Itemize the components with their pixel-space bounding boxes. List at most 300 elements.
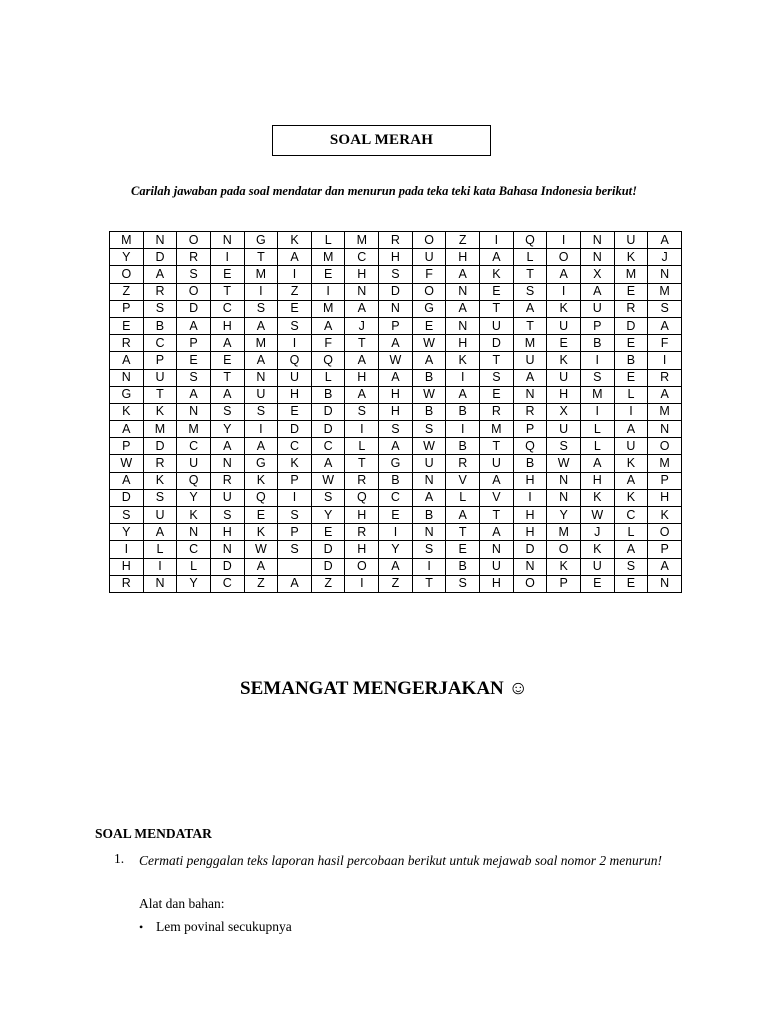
- grid-cell: M: [648, 403, 682, 420]
- grid-cell: U: [547, 317, 581, 334]
- grid-cell: L: [177, 558, 211, 575]
- grid-cell: K: [480, 266, 514, 283]
- grid-cell: G: [244, 455, 278, 472]
- grid-cell: E: [614, 283, 648, 300]
- grid-cell: M: [480, 421, 514, 438]
- grid-cell: K: [278, 455, 312, 472]
- grid-cell: T: [210, 283, 244, 300]
- grid-cell: T: [345, 455, 379, 472]
- grid-cell: A: [177, 317, 211, 334]
- grid-cell: A: [480, 249, 514, 266]
- grid-cell: N: [412, 472, 446, 489]
- grid-cell: T: [244, 249, 278, 266]
- grid-cell: A: [446, 507, 480, 524]
- grid-cell: D: [311, 541, 345, 558]
- grid-row: [110, 300, 682, 317]
- grid-cell: B: [412, 507, 446, 524]
- grid-cell: E: [110, 317, 144, 334]
- grid-row: [110, 335, 682, 352]
- grid-cell: Y: [177, 575, 211, 592]
- word-search-grid: [109, 231, 682, 593]
- grid-cell: U: [177, 455, 211, 472]
- grid-cell: T: [480, 352, 514, 369]
- grid-cell: O: [412, 283, 446, 300]
- grid-cell: N: [446, 317, 480, 334]
- grid-cell: N: [345, 283, 379, 300]
- grid-cell: K: [244, 524, 278, 541]
- grid-cell: A: [412, 352, 446, 369]
- grid-cell: Z: [379, 575, 413, 592]
- grid-cell: Y: [110, 524, 144, 541]
- grid-cell: N: [143, 232, 177, 249]
- grid-cell: L: [513, 249, 547, 266]
- grid-cell: A: [614, 472, 648, 489]
- grid-cell: H: [278, 386, 312, 403]
- grid-cell: O: [513, 575, 547, 592]
- grid-cell: S: [278, 507, 312, 524]
- grid-cell: D: [311, 403, 345, 420]
- grid-cell: I: [480, 232, 514, 249]
- grid-cell: F: [648, 335, 682, 352]
- grid-cell: B: [379, 472, 413, 489]
- grid-cell: K: [580, 489, 614, 506]
- grid-cell: H: [648, 489, 682, 506]
- grid-cell: N: [379, 300, 413, 317]
- grid-cell: D: [379, 283, 413, 300]
- grid-cell: D: [513, 541, 547, 558]
- section-title: SOAL MENDATAR: [95, 826, 212, 841]
- grid-cell: R: [614, 300, 648, 317]
- grid-cell: S: [446, 575, 480, 592]
- grid-cell: S: [210, 403, 244, 420]
- grid-cell: E: [379, 507, 413, 524]
- grid-row: [110, 249, 682, 266]
- grid-cell: O: [177, 232, 211, 249]
- grid-cell: E: [244, 507, 278, 524]
- grid-cell: M: [177, 421, 211, 438]
- grid-cell: H: [580, 472, 614, 489]
- grid-cell: S: [345, 403, 379, 420]
- grid-cell: E: [446, 541, 480, 558]
- grid-cell: U: [580, 558, 614, 575]
- grid-cell: M: [244, 266, 278, 283]
- grid-cell: N: [580, 249, 614, 266]
- grid-cell: H: [379, 403, 413, 420]
- grid-cell: C: [379, 489, 413, 506]
- grid-cell: Q: [513, 438, 547, 455]
- grid-cell: M: [648, 283, 682, 300]
- grid-cell: D: [311, 558, 345, 575]
- grid-cell: Y: [379, 541, 413, 558]
- grid-cell: O: [648, 438, 682, 455]
- grid-cell: H: [513, 507, 547, 524]
- grid-cell: T: [210, 369, 244, 386]
- bullet-item: [139, 919, 292, 935]
- grid-cell: H: [210, 317, 244, 334]
- grid-cell: T: [345, 335, 379, 352]
- grid-cell: I: [412, 558, 446, 575]
- grid-cell: N: [513, 386, 547, 403]
- grid-row: [110, 541, 682, 558]
- grid-cell: P: [580, 317, 614, 334]
- grid-cell: M: [345, 232, 379, 249]
- grid-cell: I: [379, 524, 413, 541]
- grid-cell: K: [580, 541, 614, 558]
- grid-cell: Q: [278, 352, 312, 369]
- grid-cell: P: [513, 421, 547, 438]
- grid-cell: W: [412, 335, 446, 352]
- grid-row: [110, 369, 682, 386]
- grid-row: [110, 575, 682, 592]
- grid-cell: A: [379, 558, 413, 575]
- grid-cell: O: [648, 524, 682, 541]
- grid-row: [110, 403, 682, 420]
- grid-cell: K: [547, 352, 581, 369]
- grid-cell: U: [143, 507, 177, 524]
- grid-cell: C: [614, 507, 648, 524]
- grid-cell: U: [614, 232, 648, 249]
- grid-cell: A: [412, 489, 446, 506]
- grid-cell: D: [614, 317, 648, 334]
- grid-cell: E: [278, 300, 312, 317]
- grid-cell: A: [480, 524, 514, 541]
- grid-cell: H: [379, 249, 413, 266]
- grid-cell: C: [177, 438, 211, 455]
- grid-cell: X: [580, 266, 614, 283]
- grid-cell: L: [580, 438, 614, 455]
- grid-cell: I: [244, 283, 278, 300]
- grid-cell: N: [648, 575, 682, 592]
- grid-cell: W: [547, 455, 581, 472]
- grid-cell: A: [210, 438, 244, 455]
- grid-cell: R: [143, 283, 177, 300]
- grid-cell: B: [412, 369, 446, 386]
- grid-cell: Y: [210, 421, 244, 438]
- grid-cell: J: [580, 524, 614, 541]
- grid-cell: O: [110, 266, 144, 283]
- grid-cell: C: [177, 541, 211, 558]
- grid-cell: A: [513, 369, 547, 386]
- grid-cell: E: [480, 386, 514, 403]
- grid-cell: S: [412, 421, 446, 438]
- grid-cell: S: [379, 421, 413, 438]
- grid-cell: K: [547, 558, 581, 575]
- grid-cell: I: [345, 421, 379, 438]
- grid-cell: S: [480, 369, 514, 386]
- grid-cell: K: [110, 403, 144, 420]
- grid-cell: U: [244, 386, 278, 403]
- grid-cell: S: [580, 369, 614, 386]
- grid-cell: M: [547, 524, 581, 541]
- grid-cell: V: [480, 489, 514, 506]
- grid-cell: A: [244, 558, 278, 575]
- grid-cell: G: [379, 455, 413, 472]
- grid-cell: Q: [177, 472, 211, 489]
- grid-cell: A: [379, 438, 413, 455]
- grid-cell: T: [143, 386, 177, 403]
- grid-row: [110, 455, 682, 472]
- grid-cell: G: [412, 300, 446, 317]
- grid-cell: O: [412, 232, 446, 249]
- grid-cell: D: [110, 489, 144, 506]
- grid-row: [110, 472, 682, 489]
- grid-cell: F: [311, 335, 345, 352]
- grid-row: [110, 507, 682, 524]
- grid-cell: I: [513, 489, 547, 506]
- grid-cell: D: [143, 249, 177, 266]
- grid-cell: W: [412, 438, 446, 455]
- grid-cell: H: [513, 472, 547, 489]
- grid-cell: I: [446, 421, 480, 438]
- grid-cell: I: [244, 421, 278, 438]
- grid-cell: L: [614, 386, 648, 403]
- grid-cell: U: [143, 369, 177, 386]
- grid-cell: H: [379, 386, 413, 403]
- grid-cell: A: [143, 524, 177, 541]
- grid-cell: Z: [278, 283, 312, 300]
- grid-cell: A: [244, 352, 278, 369]
- grid-cell: U: [480, 455, 514, 472]
- grid-cell: E: [480, 283, 514, 300]
- grid-cell: S: [177, 266, 211, 283]
- grid-cell: T: [513, 317, 547, 334]
- grid-cell: U: [412, 455, 446, 472]
- grid-cell: U: [547, 421, 581, 438]
- grid-cell: N: [648, 266, 682, 283]
- grid-cell: C: [311, 438, 345, 455]
- grid-cell: H: [446, 335, 480, 352]
- question-number: 1.: [114, 851, 125, 866]
- grid-cell: S: [210, 507, 244, 524]
- worksheet-title-box: [272, 125, 491, 156]
- grid-cell: Q: [513, 232, 547, 249]
- grid-cell: A: [446, 300, 480, 317]
- grid-cell: K: [446, 352, 480, 369]
- grid-cell: A: [446, 266, 480, 283]
- grid-cell: K: [143, 403, 177, 420]
- grid-cell: P: [648, 472, 682, 489]
- grid-row: [110, 283, 682, 300]
- grid-cell: E: [210, 266, 244, 283]
- grid-cell: L: [580, 421, 614, 438]
- grid-cell: D: [278, 421, 312, 438]
- grid-cell: H: [480, 575, 514, 592]
- grid-cell: N: [143, 575, 177, 592]
- grid-cell: S: [244, 403, 278, 420]
- grid-row: [110, 489, 682, 506]
- grid-cell: R: [345, 472, 379, 489]
- grid-cell: H: [345, 507, 379, 524]
- grid-cell: N: [110, 369, 144, 386]
- grid-cell: K: [547, 300, 581, 317]
- grid-cell: B: [446, 438, 480, 455]
- grid-cell: B: [311, 386, 345, 403]
- grid-cell: A: [345, 300, 379, 317]
- grid-cell: R: [177, 249, 211, 266]
- grid-cell: R: [480, 403, 514, 420]
- grid-cell: O: [345, 558, 379, 575]
- grid-cell: B: [513, 455, 547, 472]
- grid-cell: U: [480, 317, 514, 334]
- question-sub-label: Alat dan bahan:: [139, 896, 225, 911]
- grid-cell: S: [177, 369, 211, 386]
- grid-cell: P: [648, 541, 682, 558]
- grid-cell: N: [446, 283, 480, 300]
- grid-cell: I: [580, 403, 614, 420]
- grid-cell: B: [412, 403, 446, 420]
- grid-cell: A: [580, 283, 614, 300]
- grid-cell: X: [547, 403, 581, 420]
- grid-cell: N: [648, 421, 682, 438]
- grid-cell: K: [143, 472, 177, 489]
- grid-cell: B: [580, 335, 614, 352]
- grid-cell: W: [244, 541, 278, 558]
- grid-cell: Y: [311, 507, 345, 524]
- grid-cell: Y: [547, 507, 581, 524]
- grid-cell: U: [547, 369, 581, 386]
- grid-cell: R: [345, 524, 379, 541]
- grid-cell: W: [311, 472, 345, 489]
- grid-cell: N: [177, 524, 211, 541]
- grid-cell: S: [311, 489, 345, 506]
- grid-cell: D: [143, 438, 177, 455]
- grid-cell: A: [244, 438, 278, 455]
- grid-cell: C: [345, 249, 379, 266]
- grid-cell: Y: [177, 489, 211, 506]
- grid-cell: W: [580, 507, 614, 524]
- grid-cell: J: [345, 317, 379, 334]
- grid-cell: K: [278, 232, 312, 249]
- grid-row: [110, 421, 682, 438]
- grid-cell: P: [177, 335, 211, 352]
- question-text: Cermati penggalan teks laporan hasil percobaan berikut untuk mejawab soal nomor 2 menurun!: [139, 853, 662, 868]
- grid-cell: M: [311, 249, 345, 266]
- grid-cell: A: [110, 352, 144, 369]
- grid-cell: I: [547, 283, 581, 300]
- grid-cell: A: [311, 455, 345, 472]
- grid-cell: A: [345, 386, 379, 403]
- grid-cell: E: [278, 403, 312, 420]
- grid-cell: M: [311, 300, 345, 317]
- grid-cell: A: [210, 386, 244, 403]
- grid-cell: W: [110, 455, 144, 472]
- grid-cell: L: [345, 438, 379, 455]
- grid-cell: B: [143, 317, 177, 334]
- grid-cell: D: [210, 558, 244, 575]
- grid-cell: A: [110, 472, 144, 489]
- grid-cell: A: [648, 232, 682, 249]
- grid-cell: E: [311, 266, 345, 283]
- worksheet-title: SOAL MERAH: [329, 132, 434, 148]
- grid-cell: C: [210, 300, 244, 317]
- grid-cell: N: [412, 524, 446, 541]
- grid-cell: E: [210, 352, 244, 369]
- grid-cell: K: [177, 507, 211, 524]
- grid-cell: A: [648, 317, 682, 334]
- grid-cell: M: [143, 421, 177, 438]
- grid-cell: K: [614, 249, 648, 266]
- grid-cell: P: [143, 352, 177, 369]
- grid-cell: R: [648, 369, 682, 386]
- grid-cell: A: [345, 352, 379, 369]
- grid-cell: N: [480, 541, 514, 558]
- grid-cell: I: [143, 558, 177, 575]
- grid-cell: Z: [110, 283, 144, 300]
- grid-row: [110, 266, 682, 283]
- grid-cell: D: [177, 300, 211, 317]
- grid-cell: S: [278, 541, 312, 558]
- grid-cell: E: [580, 575, 614, 592]
- grid-cell: R: [446, 455, 480, 472]
- grid-cell: I: [345, 575, 379, 592]
- grid-cell: N: [210, 232, 244, 249]
- grid-cell: M: [648, 455, 682, 472]
- grid-cell: L: [311, 369, 345, 386]
- grid-cell: B: [446, 403, 480, 420]
- grid-cell: Y: [110, 249, 144, 266]
- grid-cell: U: [513, 352, 547, 369]
- grid-cell: O: [547, 541, 581, 558]
- grid-cell: Z: [446, 232, 480, 249]
- grid-row: [110, 352, 682, 369]
- grid-cell: L: [614, 524, 648, 541]
- grid-cell: N: [547, 489, 581, 506]
- grid-cell: L: [446, 489, 480, 506]
- grid-cell: C: [143, 335, 177, 352]
- grid-cell: U: [480, 558, 514, 575]
- grid-cell: G: [244, 232, 278, 249]
- grid-cell: E: [614, 369, 648, 386]
- grid-cell: H: [210, 524, 244, 541]
- grid-cell: S: [278, 317, 312, 334]
- grid-cell: I: [614, 403, 648, 420]
- grid-cell: A: [278, 249, 312, 266]
- grid-cell: P: [547, 575, 581, 592]
- grid-cell: I: [278, 335, 312, 352]
- grid-cell: I: [110, 541, 144, 558]
- grid-cell: E: [614, 335, 648, 352]
- grid-cell: A: [110, 421, 144, 438]
- grid-cell: K: [648, 507, 682, 524]
- grid-cell: A: [580, 455, 614, 472]
- grid-cell: N: [547, 472, 581, 489]
- grid-cell: A: [379, 335, 413, 352]
- grid-cell: T: [480, 507, 514, 524]
- grid-cell: L: [143, 541, 177, 558]
- grid-cell: E: [311, 524, 345, 541]
- grid-cell: E: [412, 317, 446, 334]
- grid-cell: W: [379, 352, 413, 369]
- grid-cell: N: [177, 403, 211, 420]
- grid-cell: U: [580, 300, 614, 317]
- grid-cell: N: [244, 369, 278, 386]
- grid-cell: S: [244, 300, 278, 317]
- grid-cell: U: [614, 438, 648, 455]
- grid-cell: O: [547, 249, 581, 266]
- grid-cell: E: [547, 335, 581, 352]
- grid-cell: K: [614, 455, 648, 472]
- grid-cell: I: [311, 283, 345, 300]
- bullet-item-text: Lem povinal secukupnya: [156, 919, 292, 934]
- grid-cell: N: [513, 558, 547, 575]
- grid-cell: F: [412, 266, 446, 283]
- grid-row: [110, 438, 682, 455]
- grid-cell: A: [648, 558, 682, 575]
- grid-cell: U: [412, 249, 446, 266]
- grid-cell: R: [110, 575, 144, 592]
- grid-cell: R: [513, 403, 547, 420]
- grid-cell: M: [513, 335, 547, 352]
